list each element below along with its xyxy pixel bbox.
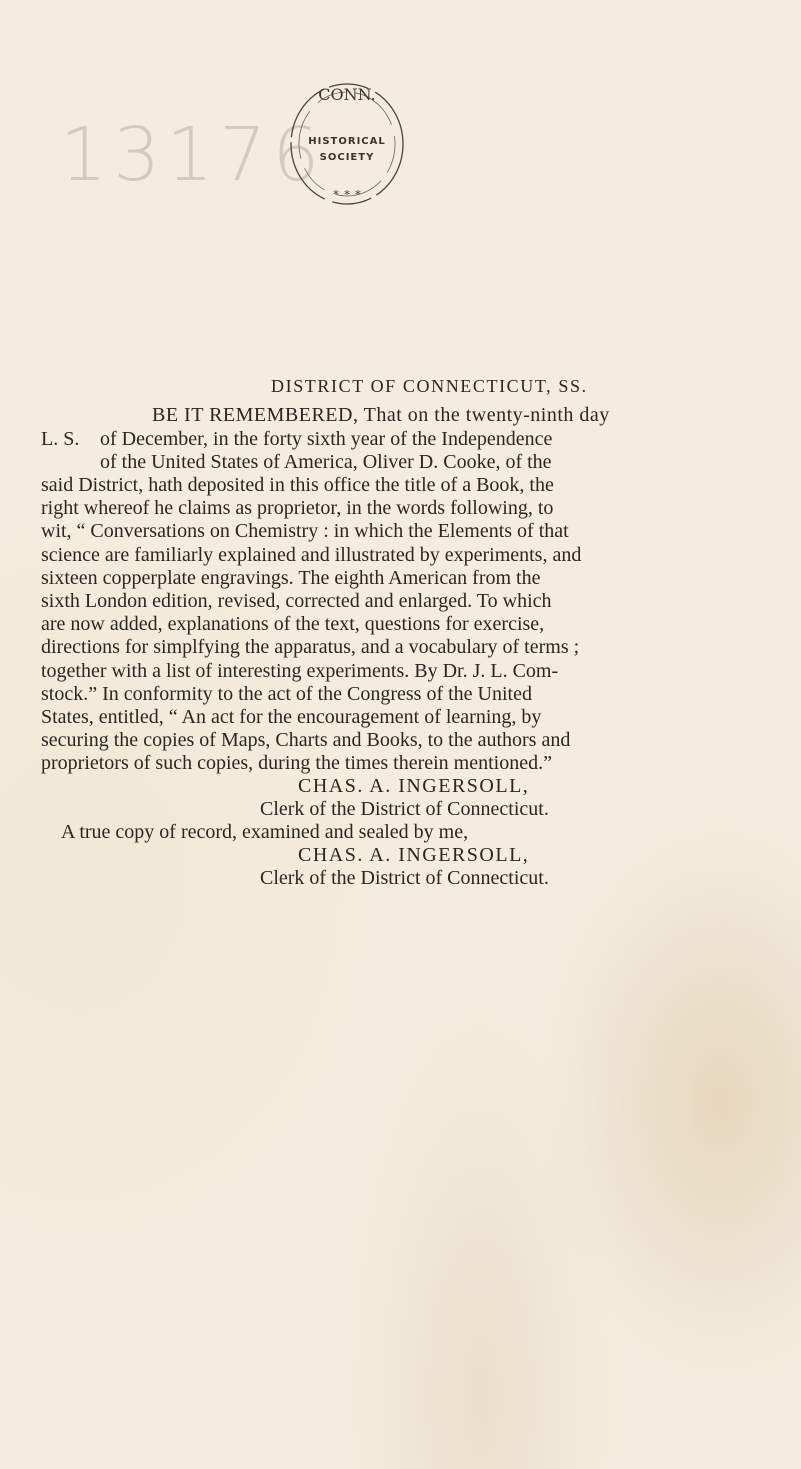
body-line-16: proprietors of such copies, during the times therein mentioned.” [41, 752, 552, 774]
signature-2-name: CHAS. A. INGERSOLL, [298, 844, 530, 866]
svg-text:∗ ∗ ∗: ∗ ∗ ∗ [332, 186, 362, 199]
body-line-3: of the United States of America, Oliver D. Cooke, of the [100, 451, 552, 473]
attestation-line: A true copy of record, examined and sealed by me, [61, 821, 469, 843]
stamp-line-2: SOCIETY [319, 152, 375, 163]
seal-mark-ls: L. S. [41, 428, 80, 450]
body-line-9: sixth London edition, revised, corrected and enlarged. To which [41, 590, 552, 612]
signature-2-title: Clerk of the District of Connecticut. [260, 867, 549, 889]
body-line-2: of December, in the forty sixth year of the Independence [100, 428, 553, 450]
body-line-4: said District, hath deposited in this office the title of a Book, the [41, 474, 554, 496]
body-line-5: right whereof he claims as proprietor, in the words following, to [41, 497, 554, 519]
signature-1-title: Clerk of the District of Connecticut. [260, 798, 549, 820]
body-line-1: BE IT REMEMBERED, That on the twenty-ninth day [152, 404, 610, 426]
body-line-10: are now added, explanations of the text, questions for exercise, [41, 613, 545, 635]
library-stamp [282, 78, 412, 208]
body-line-12: together with a list of interesting experiments. By Dr. J. L. Com- [41, 660, 559, 682]
signature-1-name: CHAS. A. INGERSOLL, [298, 775, 530, 797]
stamp-line-1: HISTORICAL [308, 136, 386, 147]
body-line-13: stock.” In conformity to the act of the Congress of the United [41, 683, 532, 705]
body-line-11: directions for simplfying the apparatus, and a vocabulary of terms ; [41, 636, 580, 658]
district-heading: DISTRICT OF CONNECTICUT, SS. [271, 376, 588, 396]
accession-mark: 13176 [60, 112, 326, 198]
body-line-6: wit, “ Conversations on Chemistry : in which the Elements of that [41, 520, 569, 542]
body-line-8: sixteen copperplate engravings. The eighth American from the [41, 567, 541, 589]
svg-text:CONN.: CONN. [318, 85, 376, 104]
body-line-15: securing the copies of Maps, Charts and Books, to the authors and [41, 729, 571, 751]
body-line-14: States, entitled, “ An act for the encouragement of learning, by [41, 706, 542, 728]
body-line-7: science are familiarly explained and illustrated by experiments, and [41, 544, 582, 566]
